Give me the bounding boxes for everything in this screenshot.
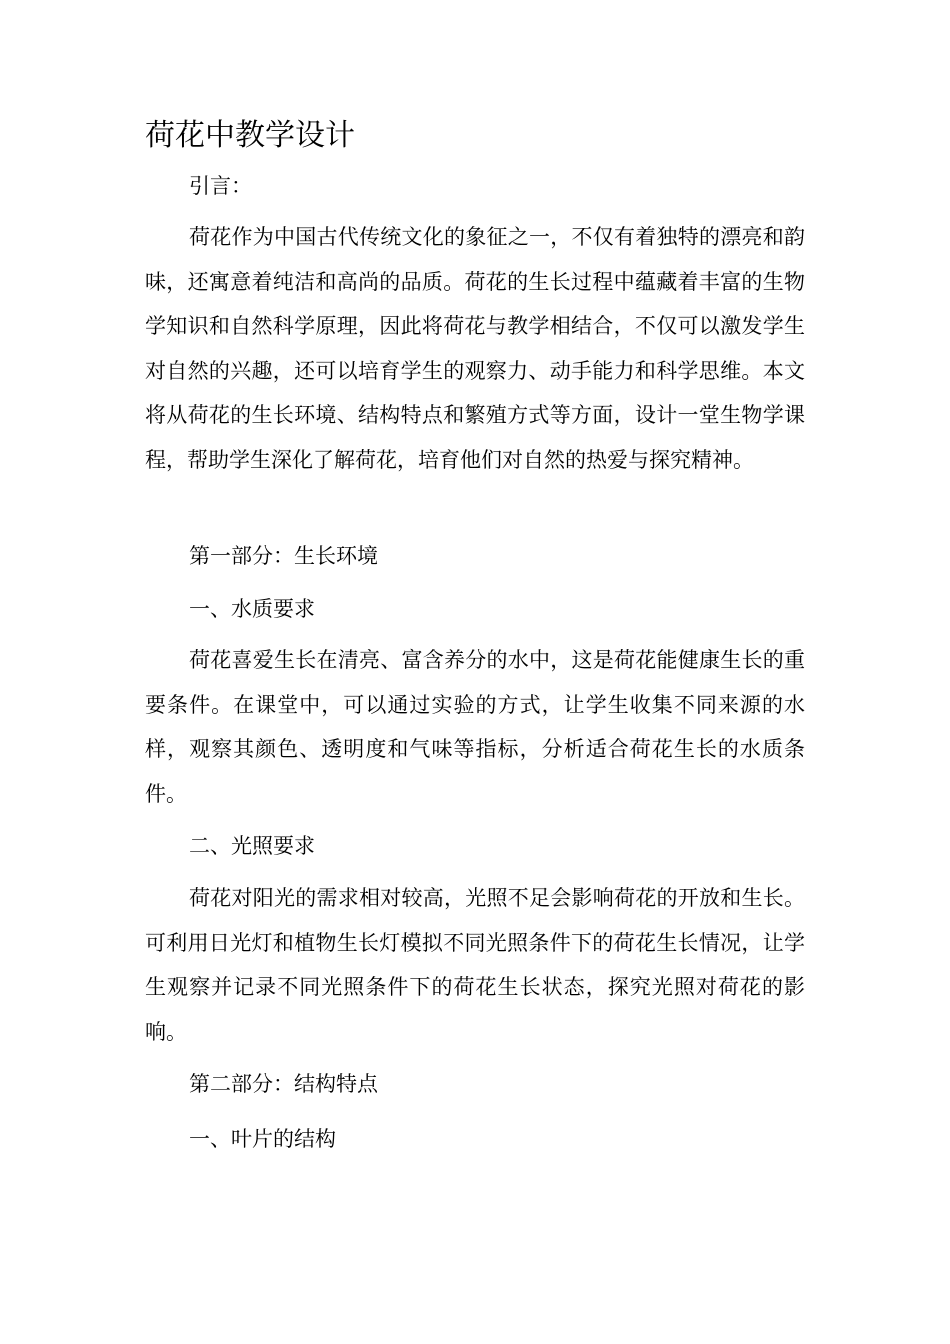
part1-heading: 第一部分：生长环境 bbox=[189, 544, 378, 568]
part2-section1-heading: 一、叶片的结构 bbox=[189, 1127, 336, 1151]
document-title: 荷花中教学设计 bbox=[145, 118, 355, 153]
intro-paragraph: 荷花作为中国古代传统文化的象征之一，不仅有着独特的漂亮和韵味，还寓意着纯洁和高尚的品质。荷花的生长过程中蕴藏着丰富的生物学知识和自然科学原理，因此将荷花与教学相结合，不仅可以激发学生对自然的兴趣，还可以培育学生的观察力、动手能力和科学思维。本文将从荷花的生长环境、结构特点和繁殖方式等方面，设计一堂生物学课程，帮助学生深化了解荷花，培育他们对自然的热爱与探究精神。 bbox=[145, 225, 805, 472]
part1-section1-heading: 一、水质要求 bbox=[189, 597, 315, 621]
part1-section2-paragraph: 荷花对阳光的需求相对较高，光照不足会影响荷花的开放和生长。可利用日光灯和植物生长灯模拟不同光照条件下的荷花生长情况，让学生观察并记录不同光照条件下的荷花生长状态，探究光照对荷花的影响。 bbox=[145, 886, 805, 1044]
part1-section2-heading: 二、光照要求 bbox=[189, 834, 315, 858]
intro-label: 引言： bbox=[189, 174, 252, 198]
part2-heading: 第二部分：结构特点 bbox=[189, 1072, 378, 1096]
part1-section1-paragraph: 荷花喜爱生长在清亮、富含养分的水中，这是荷花能健康生长的重要条件。在课堂中，可以通过实验的方式，让学生收集不同来源的水样，观察其颜色、透明度和气味等指标，分析适合荷花生长的水质条件。 bbox=[145, 648, 805, 806]
